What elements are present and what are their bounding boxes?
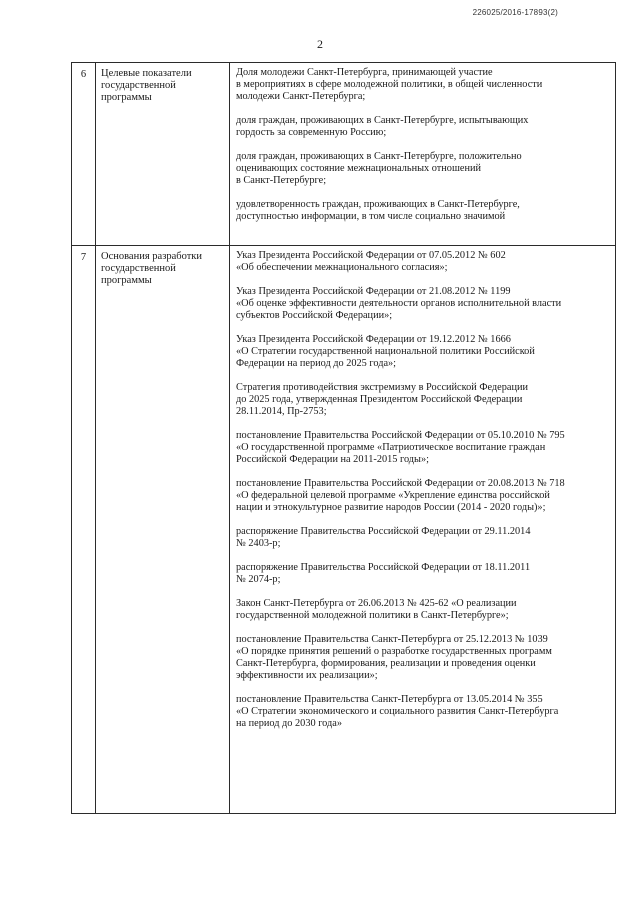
content-entry: распоряжение Правительства Российской Федерации от 29.11.2014 № 2403-р; (236, 526, 531, 549)
content-entry: удовлетворенность граждан, проживающих в Санкт-Петербурге, доступностью информации, в том числе социально значимой (236, 199, 520, 222)
content-entry: Закон Санкт-Петербурга от 26.06.2013 № 425-62 «О реализации государственной молодежной политики в Санкт-Петербурге»; (236, 598, 517, 621)
content-entry: постановление Правительства Санкт-Петербурга от 13.05.2014 № 355 «О Стратегии экономического и социального развития Санкт-Петербурга на период до 2030 года» (236, 694, 559, 729)
page-number: 2 (317, 37, 323, 51)
row-content (230, 63, 616, 246)
row-number: 7 (72, 246, 96, 814)
row-content (230, 246, 616, 814)
program-passport-table (71, 62, 616, 814)
table-row (72, 246, 616, 814)
content-entry: распоряжение Правительства Российской Федерации от 18.11.2011 № 2074-р; (236, 562, 531, 585)
content-entry: доля граждан, проживающих в Санкт-Петербурге, испытывающих гордость за современную Россию; (236, 115, 529, 138)
content-entry: Указ Президента Российской Федерации от 21.08.2012 № 1199 «Об оценке эффективности деятельности органов исполнительной власти субъектов Российской Федерации»; (236, 286, 562, 321)
row-label: Основания разработки государственной программы (96, 246, 230, 814)
content-entry: постановление Правительства Российской Федерации от 20.08.2013 № 718 «О федеральной целевой программе «Укрепление единства российской нации и этнокультурное развитие народов России (2014 - 2020 годы)»; (236, 478, 565, 513)
content-entry: постановление Правительства Санкт-Петербурга от 25.12.2013 № 1039 «О порядке принятия решений о разработке государственных программ Санкт-Петербурга, формирования, реализации и проведения оценки эффективности их реализации»; (236, 634, 552, 681)
content-entry: постановление Правительства Российской Федерации от 05.10.2010 № 795 «О государственной программе «Патриотическое воспитание граждан Российской Федерации на 2011-2015 годы»; (236, 430, 565, 465)
content-entry: доля граждан, проживающих в Санкт-Петербурге, положительно оценивающих состояние межнациональных отношений в Санкт-Петербурге; (236, 151, 522, 186)
content-entry: Указ Президента Российской Федерации от 07.05.2012 № 602 «Об обеспечении межнационального согласия»; (236, 250, 506, 273)
content-entry: Доля молодежи Санкт-Петербурга, принимающей участие в мероприятиях в сфере молодежной политики, в общей численности молодежи Санкт-Петербурга; (236, 67, 543, 102)
content-entry: Стратегия противодействия экстремизму в Российской Федерации до 2025 года, утвержденная Президентом Российской Федерации 28.11.2014, Пр-2753; (236, 382, 528, 417)
row-number: 6 (72, 63, 96, 246)
content-entry: Указ Президента Российской Федерации от 19.12.2012 № 1666 «О Стратегии государственной национальной политики Российской Федерации на период до 2025 года»; (236, 334, 535, 369)
table-row (72, 63, 616, 246)
document-registration-number: 226025/2016-17893(2) (472, 8, 558, 17)
row-label: Целевые показатели государственной программы (96, 63, 230, 246)
